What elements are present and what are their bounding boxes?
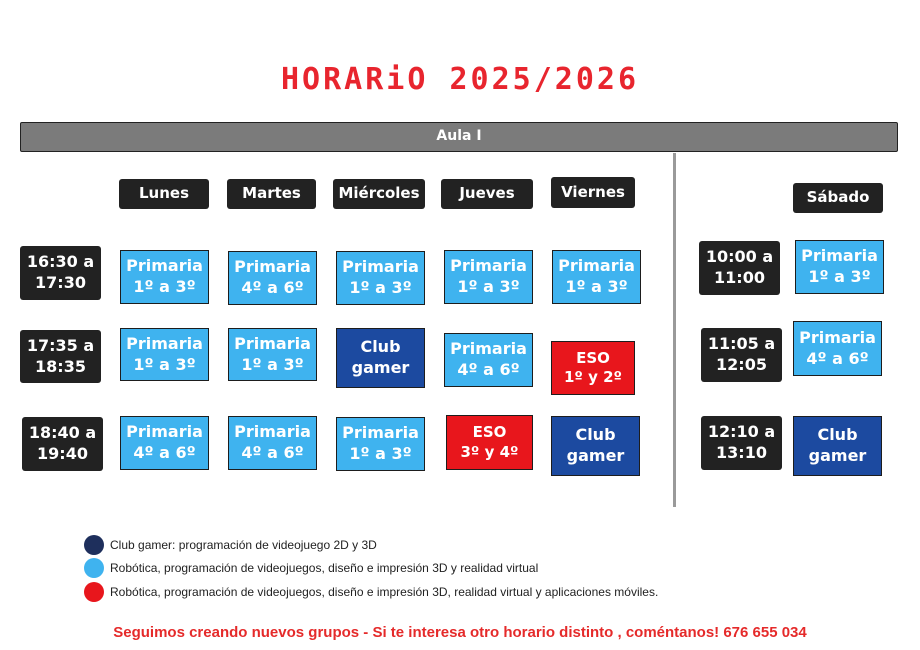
day-monday: Lunes (119, 179, 209, 209)
group-name: Primaria (234, 422, 311, 442)
legend-dot-dark-blue (84, 535, 104, 555)
saturday-time-slot-1 (699, 241, 780, 295)
class-cell[interactable] (551, 341, 635, 395)
class-cell[interactable] (446, 415, 533, 470)
time-slot-1 (20, 246, 101, 300)
group-level: 4º a 6º (457, 360, 520, 379)
group-name: Club (817, 425, 858, 445)
group-level: 1º a 3º (457, 277, 520, 296)
group-name: Primaria (799, 327, 876, 347)
group-level: 1º a 3º (133, 354, 196, 374)
day-tuesday: Martes (227, 179, 316, 209)
group-level: 1º a 3º (349, 278, 412, 297)
group-level: gamer (351, 358, 410, 377)
group-name: Primaria (801, 246, 878, 266)
group-level: 4º a 6º (241, 443, 304, 462)
group-name: ESO (576, 348, 610, 367)
group-name: Club (360, 337, 401, 357)
class-cell[interactable] (793, 321, 882, 376)
class-cell[interactable] (793, 416, 882, 476)
class-cell[interactable] (228, 416, 317, 470)
time-slot-3 (22, 417, 103, 471)
day-friday: Viernes (551, 177, 635, 208)
group-level: 3º y 4º (460, 442, 519, 461)
group-level: gamer (566, 446, 625, 465)
group-name: Primaria (126, 256, 203, 276)
legend-text-club-gamer: Club gamer: programación de videojuego 2D y 3D (110, 538, 377, 552)
footer-contact-message: Seguimos creando nuevos grupos - Si te interesa otro horario distinto , coméntanos! 676 655 034 (113, 624, 807, 641)
saturday-time-slot-3 (701, 416, 782, 470)
saturday-divider (673, 153, 676, 507)
time-end: 17:30 (35, 273, 86, 292)
class-cell[interactable] (336, 251, 425, 305)
group-level: 1º a 3º (133, 277, 196, 296)
group-level: 1º a 3º (565, 277, 628, 296)
group-name: Primaria (126, 422, 203, 442)
class-cell[interactable] (228, 328, 317, 381)
class-cell[interactable] (552, 250, 641, 304)
group-name: ESO (472, 423, 507, 441)
time-end: 13:10 (716, 443, 767, 462)
group-name: Primaria (342, 423, 419, 443)
group-level: 1º y 2º (563, 368, 622, 386)
class-cell[interactable] (120, 328, 209, 381)
group-name: Primaria (126, 333, 203, 353)
group-level: 1º a 3º (808, 267, 871, 286)
time-start: 16:30 a (26, 252, 95, 272)
day-thursday: Jueves (441, 179, 533, 209)
group-level: 1º a 3º (241, 354, 304, 374)
time-start: 10:00 a (705, 247, 774, 267)
group-name: Primaria (234, 333, 311, 353)
time-start: 17:35 a (26, 335, 95, 355)
class-cell[interactable] (120, 416, 209, 470)
group-name: Primaria (450, 339, 527, 359)
group-level: 4º a 6º (133, 443, 196, 462)
class-cell[interactable] (336, 417, 425, 471)
class-cell[interactable] (120, 250, 209, 304)
time-end: 19:40 (37, 444, 88, 463)
group-name: Primaria (558, 256, 635, 276)
group-name: Primaria (450, 256, 527, 276)
time-slot-2 (20, 330, 101, 383)
class-cell[interactable] (551, 416, 640, 476)
schedule-title: HORARiO 2025/2026 (280, 62, 640, 97)
group-level: gamer (808, 446, 867, 465)
class-cell[interactable] (444, 250, 533, 304)
time-end: 11:00 (714, 268, 765, 287)
legend-dot-light-blue (84, 558, 104, 578)
time-start: 12:10 a (707, 422, 776, 442)
aula-header: Aula I (20, 122, 898, 152)
group-level: 1º a 3º (349, 444, 412, 463)
saturday-time-slot-2 (701, 328, 782, 382)
class-cell[interactable] (795, 240, 884, 294)
time-end: 18:35 (35, 356, 86, 376)
legend-dot-red (84, 582, 104, 602)
group-name: Primaria (342, 257, 419, 277)
legend-text-robotica-eso: Robótica, programación de videojuegos, diseño e impresión 3D, realidad virtual y aplicaciones móviles. (110, 585, 659, 599)
time-start: 18:40 a (28, 423, 97, 443)
day-wednesday: Miércoles (333, 179, 425, 209)
time-start: 11:05 a (707, 334, 776, 354)
class-cell[interactable] (336, 328, 425, 388)
group-level: 4º a 6º (241, 278, 304, 297)
time-end: 12:05 (716, 355, 767, 374)
legend-text-robotica-primaria: Robótica, programación de videojuegos, diseño e impresión 3D y realidad virtual (110, 561, 539, 575)
class-cell[interactable] (444, 333, 533, 387)
group-level: 4º a 6º (806, 348, 869, 368)
day-saturday: Sábado (793, 183, 883, 213)
class-cell[interactable] (228, 251, 317, 305)
group-name: Primaria (234, 257, 311, 277)
group-name: Club (575, 425, 616, 445)
